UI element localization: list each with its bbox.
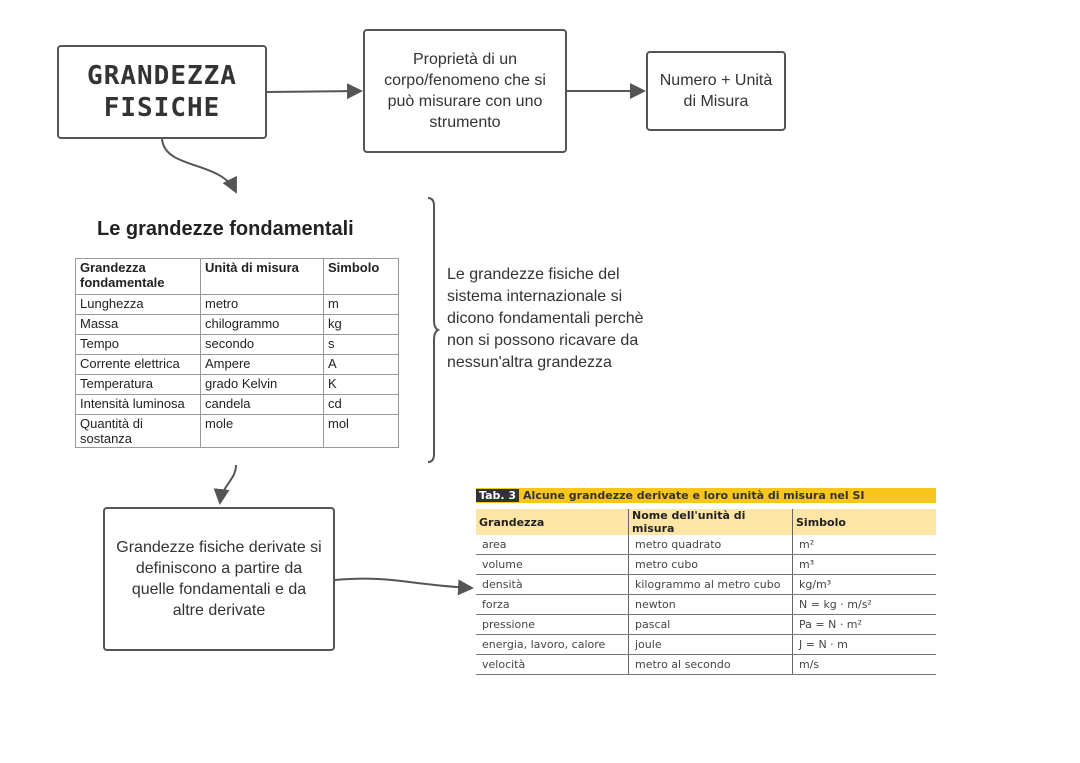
- table-row: [76, 315, 399, 335]
- table-cell: s: [324, 335, 399, 355]
- fundamental-title: Le grandezze fondamentali: [97, 218, 354, 240]
- table-cell: volume: [476, 555, 629, 575]
- main-title-line2: FISICHE: [103, 93, 221, 123]
- table-row: [476, 655, 936, 675]
- main-title-line1: GRANDEZZA: [87, 61, 237, 91]
- main-concept-box: [57, 45, 267, 139]
- table-cell: chilogrammo: [201, 315, 324, 335]
- arrow-main-fundamental: [162, 139, 236, 192]
- table-cell: kg: [324, 315, 399, 335]
- table-cell: newton: [629, 595, 793, 615]
- table-row: [76, 335, 399, 355]
- table-cell: metro quadrato: [629, 535, 793, 555]
- arrow-derived-table: [335, 579, 472, 588]
- table-row: [76, 415, 399, 448]
- table-cell: secondo: [201, 335, 324, 355]
- table-row: [476, 635, 936, 655]
- table-cell: candela: [201, 395, 324, 415]
- table-cell: energia, lavoro, calore: [476, 635, 629, 655]
- fundamental-table: [75, 258, 399, 448]
- table-cell: Temperatura: [76, 375, 201, 395]
- derived-units-table: [476, 488, 936, 675]
- table-row: [476, 555, 936, 575]
- table-cell: kg/m³: [793, 575, 937, 595]
- derived-text: Grandezze fisiche derivate si definiscono a partire da quelle fondamentali e da altre derivate: [116, 539, 322, 619]
- table-cell: A: [324, 355, 399, 375]
- table-cell: metro: [201, 295, 324, 315]
- table-cell: mole: [201, 415, 324, 448]
- table-row: [76, 355, 399, 375]
- table-cell: grado Kelvin: [201, 375, 324, 395]
- header-cell: Nome dell'unità di misura: [629, 509, 793, 535]
- table-cell: m²: [793, 535, 937, 555]
- header-cell: Simbolo: [324, 259, 399, 295]
- arrow-table-derived: [220, 465, 236, 503]
- table-row: [476, 535, 936, 555]
- table-cell: m: [324, 295, 399, 315]
- header-cell: Grandezza: [476, 509, 629, 535]
- table-row: [76, 295, 399, 315]
- table-cell: joule: [629, 635, 793, 655]
- header-cell: Unità di misura: [201, 259, 324, 295]
- table-cell: Corrente elettrica: [76, 355, 201, 375]
- table-cell: N = kg · m/s²: [793, 595, 937, 615]
- table-header-row: [76, 259, 399, 295]
- table-cell: m/s: [793, 655, 937, 675]
- number-unit-text: Numero + Unità di Misura: [659, 72, 773, 110]
- arrow-main-definition: [267, 91, 361, 92]
- title-text: Alcune grandezze derivate e loro unità di misura nel SI: [523, 489, 865, 502]
- table-cell: pascal: [629, 615, 793, 635]
- table-row: [476, 575, 936, 595]
- table-cell: Lunghezza: [76, 295, 201, 315]
- number-unit-box: [646, 51, 786, 131]
- table-cell: velocità: [476, 655, 629, 675]
- table-cell: densità: [476, 575, 629, 595]
- table-cell: Massa: [76, 315, 201, 335]
- derived-box: [103, 507, 335, 651]
- table-cell: kilogrammo al metro cubo: [629, 575, 793, 595]
- table-cell: mol: [324, 415, 399, 448]
- table-cell: m³: [793, 555, 937, 575]
- table-cell: J = N · m: [793, 635, 937, 655]
- definition-box: [363, 29, 567, 153]
- derived-table-title: [476, 488, 936, 503]
- table-cell: forza: [476, 595, 629, 615]
- table-row: [476, 615, 936, 635]
- tab-label: Tab. 3: [476, 489, 519, 502]
- definition-text: Proprietà di un corpo/fenomeno che si può misurare con uno strumento: [384, 51, 546, 131]
- table-cell: Intensità luminosa: [76, 395, 201, 415]
- table-cell: K: [324, 375, 399, 395]
- table-cell: metro al secondo: [629, 655, 793, 675]
- table-row: [76, 375, 399, 395]
- table-cell: cd: [324, 395, 399, 415]
- table-row: [476, 595, 936, 615]
- table-cell: Ampere: [201, 355, 324, 375]
- table-row: [76, 395, 399, 415]
- header-cell: Grandezza fondamentale: [76, 259, 201, 295]
- table-cell: Pa = N · m²: [793, 615, 937, 635]
- table-cell: pressione: [476, 615, 629, 635]
- table-cell: metro cubo: [629, 555, 793, 575]
- table-cell: Quantità di sostanza: [76, 415, 201, 448]
- table-header-row: [476, 509, 936, 535]
- table-cell: area: [476, 535, 629, 555]
- fundamental-note: Le grandezze fisiche del sistema internazionale si dicono fondamentali perchè non si possono ricavare da nessun'altra grandezza: [447, 266, 644, 371]
- header-cell: Simbolo: [793, 509, 937, 535]
- brace-icon: [420, 196, 440, 466]
- table-cell: Tempo: [76, 335, 201, 355]
